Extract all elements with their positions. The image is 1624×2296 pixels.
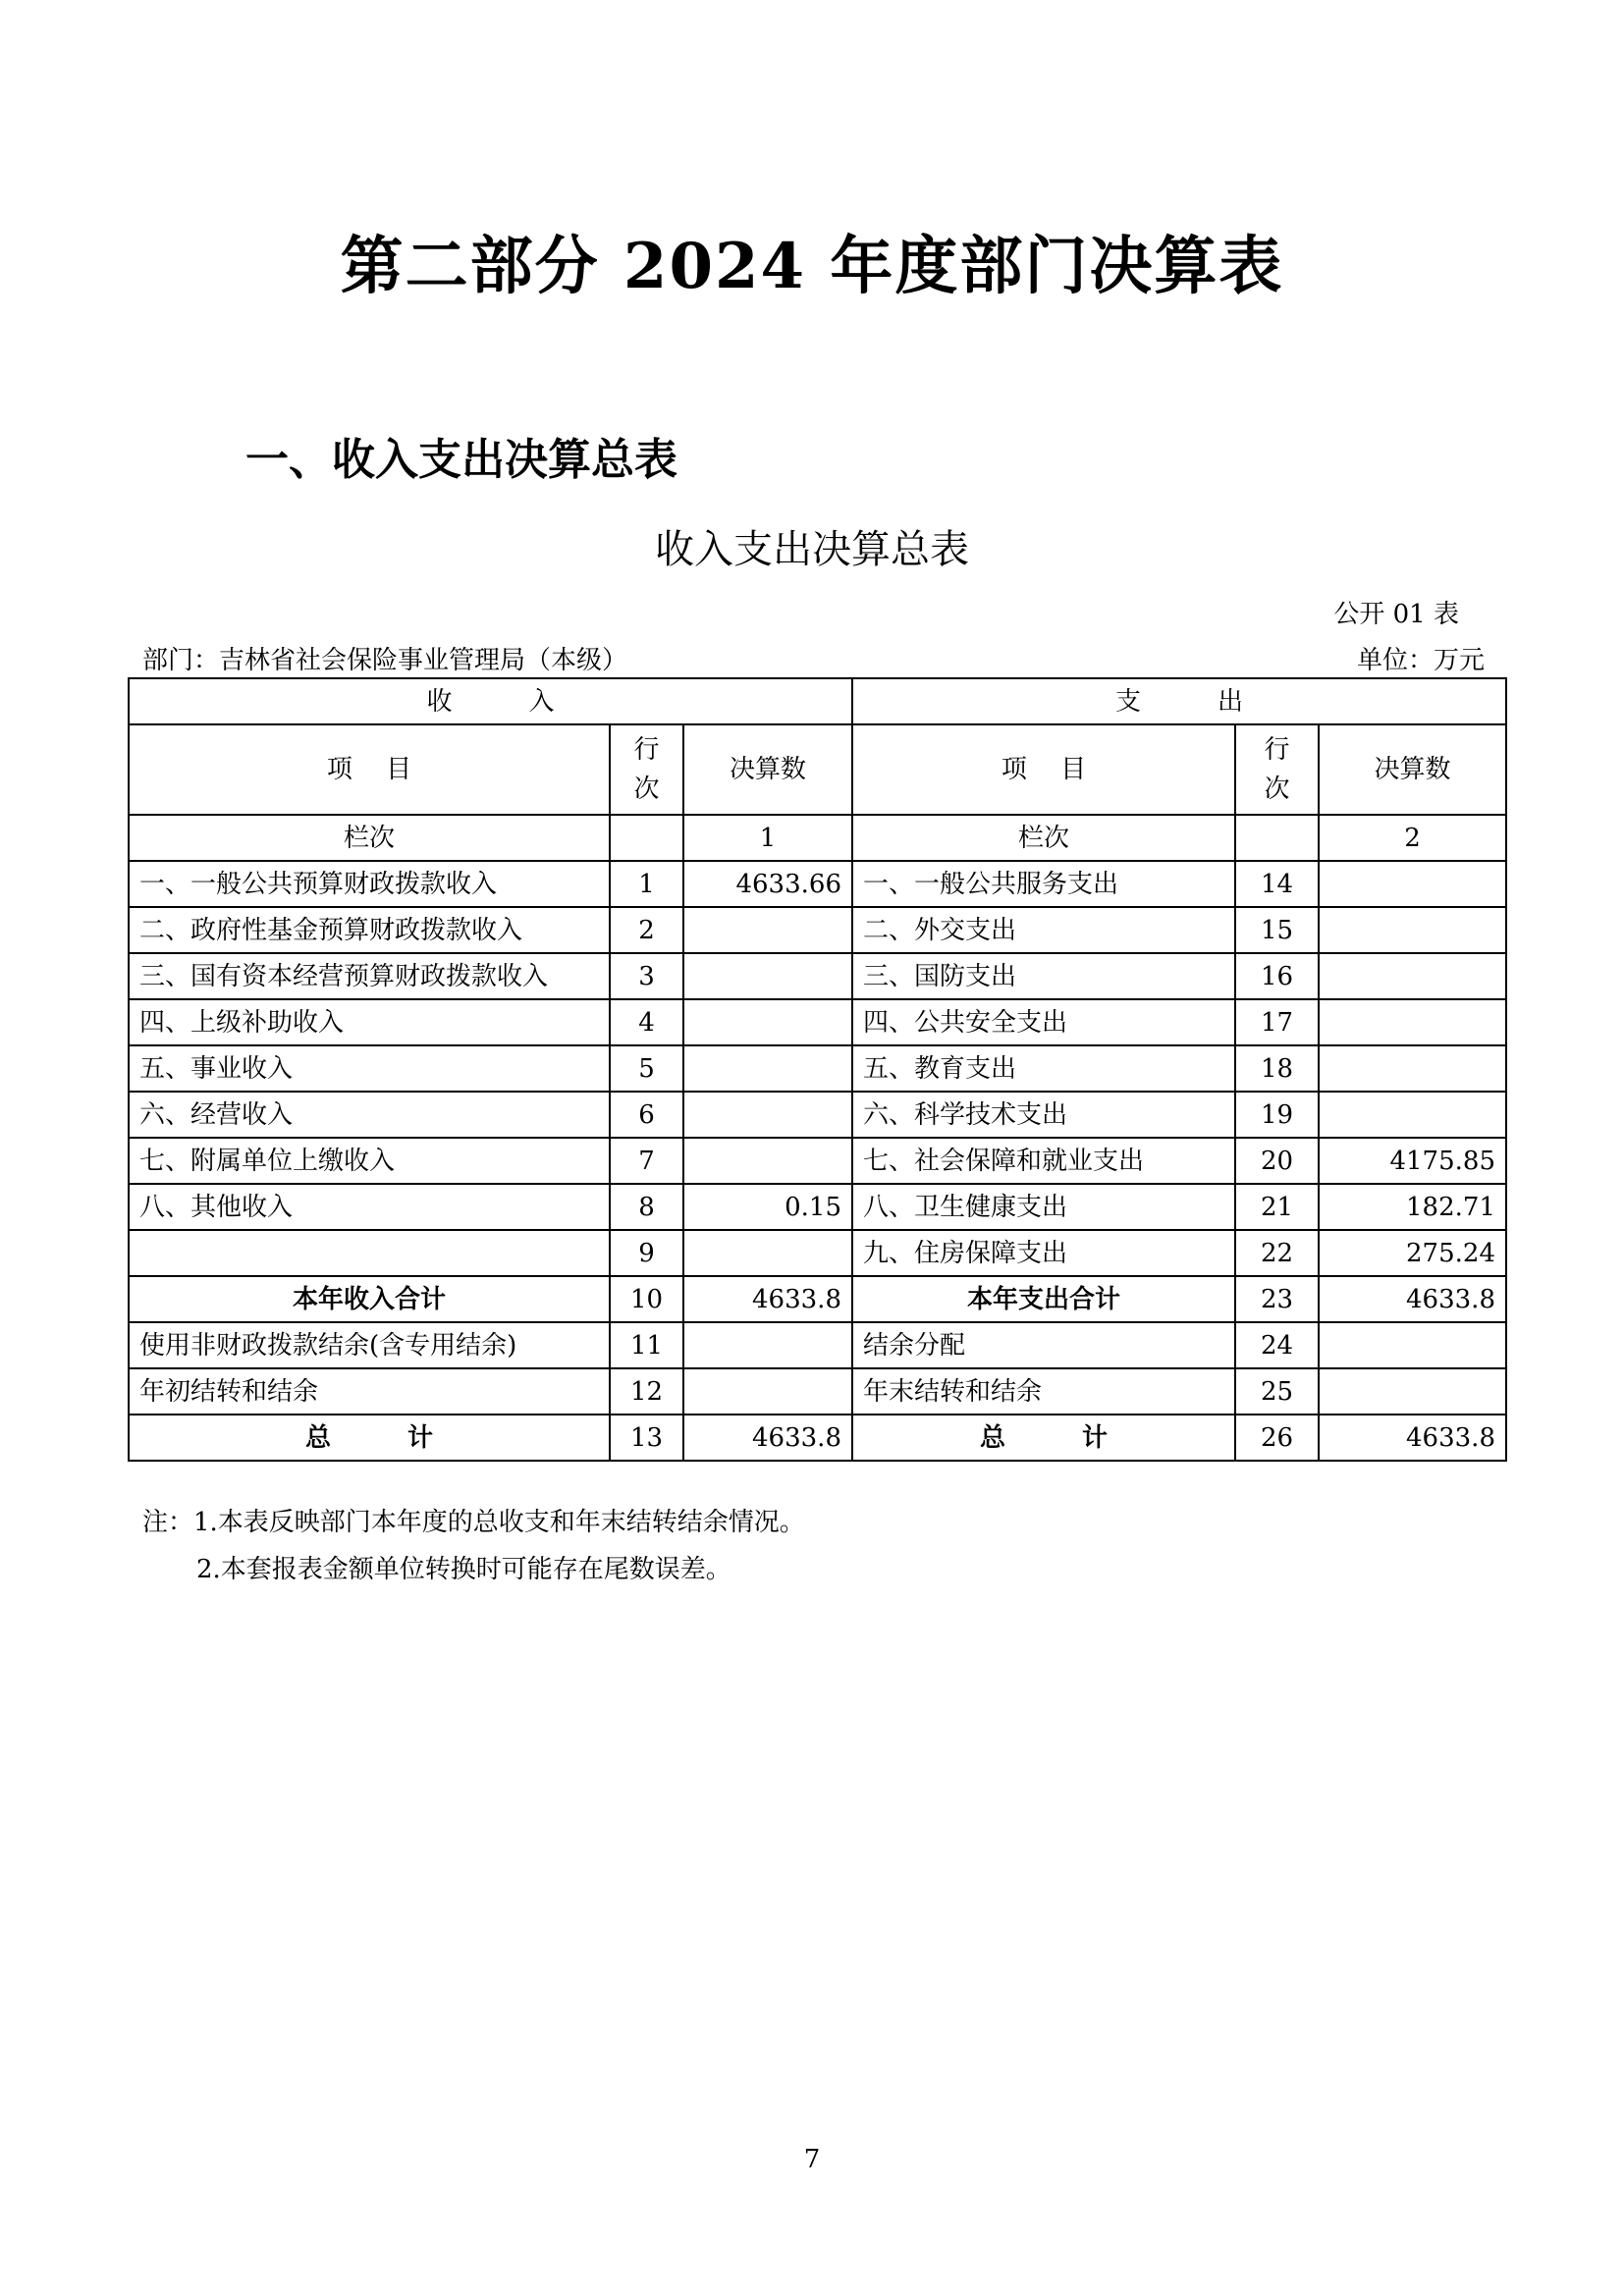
income-amount [683,999,852,1045]
income-amount [683,1322,852,1368]
expense-subtotal-label: 本年支出合计 [852,1276,1235,1322]
table-row [129,1230,1506,1276]
row-number: 14 [1235,861,1319,907]
income-amount [683,1230,852,1276]
income-item: 年初结转和结余 [129,1368,610,1415]
row-number: 11 [610,1322,683,1368]
income-amount: 4633.66 [683,861,852,907]
total-row [129,1415,1506,1461]
row-number: 10 [610,1276,683,1322]
section-heading: 一、收入支出决算总表 [245,435,677,485]
income-item-header: 项 目 [129,724,610,815]
expense-item: 七、社会保障和就业支出 [852,1138,1235,1184]
income-item: 七、附属单位上缴收入 [129,1138,610,1184]
expense-total-label: 总 计 [852,1415,1235,1461]
income-item: 一、一般公共预算财政拨款收入 [129,861,610,907]
department-label: 部门：吉林省社会保险事业管理局（本级） [142,646,628,675]
income-subtotal-amount: 4633.8 [683,1276,852,1322]
row-number: 24 [1235,1322,1319,1368]
row-number: 8 [610,1184,683,1230]
table-row [129,1092,1506,1138]
income-row-no-header: 行 次 [610,724,683,815]
expense-amount [1319,999,1506,1045]
table-row [129,907,1506,953]
income-item [129,1230,610,1276]
row-number: 9 [610,1230,683,1276]
row-number: 13 [610,1415,683,1461]
income-amount [683,907,852,953]
expense-amount [1319,907,1506,953]
income-subtotal-label: 本年收入合计 [129,1276,610,1322]
row-number: 21 [1235,1184,1319,1230]
expense-amount: 4175.85 [1319,1138,1506,1184]
expense-row-no-header: 行 次 [1235,724,1319,815]
table-note-2: 2.本套报表金额单位转换时可能存在尾数误差。 [196,1555,731,1584]
page-title: 第二部分 2024 年度部门决算表 [340,230,1284,303]
expense-item: 九、住房保障支出 [852,1230,1235,1276]
income-amount [683,953,852,999]
income-column-number: 1 [683,815,852,861]
form-number: 公开 01 表 [1333,600,1459,629]
expense-column-label: 栏次 [852,815,1235,861]
expense-item: 四、公共安全支出 [852,999,1235,1045]
subtotal-row [129,1276,1506,1322]
expense-amount-header: 决算数 [1319,724,1506,815]
income-column-label: 栏次 [129,815,610,861]
expense-amount [1319,861,1506,907]
table-row [129,1322,1506,1368]
expense-amount: 275.24 [1319,1230,1506,1276]
expense-amount [1319,1045,1506,1092]
income-total-amount: 4633.8 [683,1415,852,1461]
income-item: 六、经营收入 [129,1092,610,1138]
row-number: 25 [1235,1368,1319,1415]
income-total-label: 总 计 [129,1415,610,1461]
expense-column-number: 2 [1319,815,1506,861]
income-expense-summary-table [128,677,1507,1462]
expense-total-amount: 4633.8 [1319,1415,1506,1461]
row-number: 12 [610,1368,683,1415]
row-number: 23 [1235,1276,1319,1322]
expense-item: 八、卫生健康支出 [852,1184,1235,1230]
income-amount [683,1045,852,1092]
unit-label: 单位：万元 [1356,646,1485,675]
expense-amount [1319,1322,1506,1368]
expense-item: 二、外交支出 [852,907,1235,953]
table-row [129,861,1506,907]
expense-item: 六、科学技术支出 [852,1092,1235,1138]
row-number: 2 [610,907,683,953]
table-group-header-row [129,678,1506,724]
expense-amount: 182.71 [1319,1184,1506,1230]
income-item: 八、其他收入 [129,1184,610,1230]
income-item: 二、政府性基金预算财政拨款收入 [129,907,610,953]
income-amount: 0.15 [683,1184,852,1230]
income-item: 使用非财政拨款结余(含专用结余) [129,1322,610,1368]
row-number: 22 [1235,1230,1319,1276]
table-column-header-row [129,724,1506,815]
income-item: 五、事业收入 [129,1045,610,1092]
table-row [129,1368,1506,1415]
row-number: 16 [1235,953,1319,999]
income-amount [683,1138,852,1184]
expense-amount [1319,1092,1506,1138]
table-row [129,1138,1506,1184]
table-row [129,1184,1506,1230]
row-number: 3 [610,953,683,999]
expense-item: 年末结转和结余 [852,1368,1235,1415]
row-number: 17 [1235,999,1319,1045]
expense-item: 五、教育支出 [852,1045,1235,1092]
income-item: 四、上级补助收入 [129,999,610,1045]
expense-group-header: 支 出 [852,678,1506,724]
expense-item: 三、国防支出 [852,953,1235,999]
income-group-header: 收 入 [129,678,852,724]
expense-item: 一、一般公共服务支出 [852,861,1235,907]
table-note-1: 注：1.本表反映部门本年度的总收支和年末结转结余情况。 [142,1508,805,1537]
row-number: 26 [1235,1415,1319,1461]
expense-amount [1319,1368,1506,1415]
expense-subtotal-amount: 4633.8 [1319,1276,1506,1322]
row-number: 7 [610,1138,683,1184]
row-number: 15 [1235,907,1319,953]
income-amount-header: 决算数 [683,724,852,815]
expense-amount [1319,953,1506,999]
income-amount [683,1368,852,1415]
row-number: 20 [1235,1138,1319,1184]
table-row [129,953,1506,999]
column-number-row [129,815,1506,861]
table-row [129,999,1506,1045]
empty-cell [1235,815,1319,861]
empty-cell [610,815,683,861]
income-item: 三、国有资本经营预算财政拨款收入 [129,953,610,999]
row-number: 4 [610,999,683,1045]
row-number: 6 [610,1092,683,1138]
row-number: 5 [610,1045,683,1092]
income-amount [683,1092,852,1138]
expense-item-header: 项 目 [852,724,1235,815]
page-number: 7 [803,2145,821,2174]
row-number: 19 [1235,1092,1319,1138]
row-number: 1 [610,861,683,907]
table-row [129,1045,1506,1092]
table-caption: 收入支出决算总表 [655,527,969,572]
expense-item: 结余分配 [852,1322,1235,1368]
row-number: 18 [1235,1045,1319,1092]
